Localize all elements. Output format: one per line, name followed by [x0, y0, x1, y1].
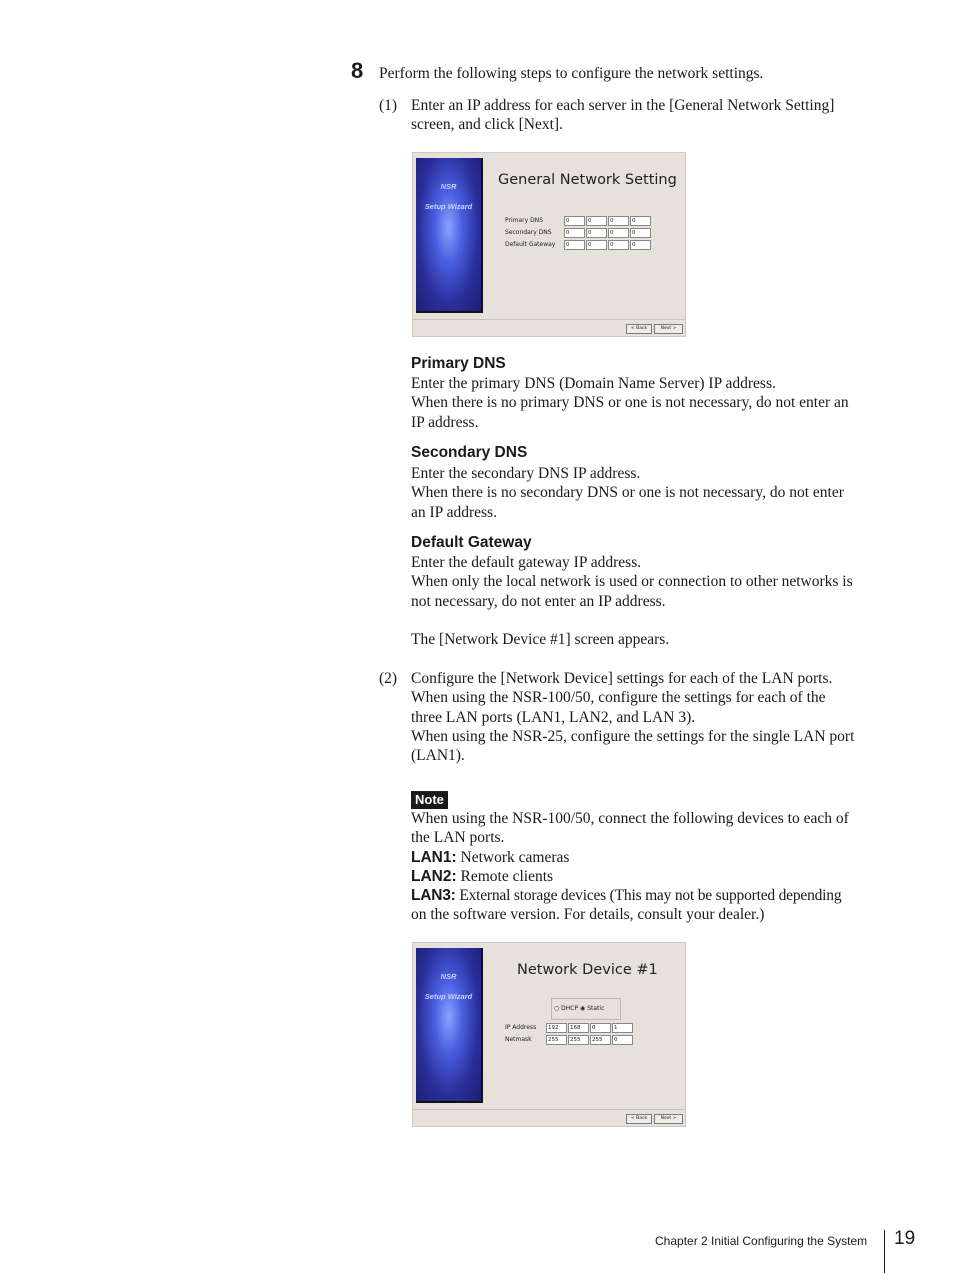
- secondary-dns-octet-4[interactable]: 0: [630, 228, 651, 238]
- primary-dns-label: Primary DNS: [505, 217, 544, 224]
- screen-title: Network Device #1: [517, 962, 658, 978]
- ip-address-label: IP Address: [505, 1024, 537, 1031]
- secondary-dns-octet-3[interactable]: 0: [608, 228, 629, 238]
- button-separator: [413, 319, 685, 320]
- screen-title: General Network Setting: [498, 172, 677, 188]
- step-number: 8: [351, 58, 364, 83]
- ip-address-octet-1[interactable]: 192: [546, 1023, 567, 1033]
- note-item-lan2: [411, 867, 891, 886]
- page-number: 19: [894, 1228, 916, 1249]
- note-badge: Note: [411, 791, 448, 809]
- secondary-dns-heading: Secondary DNS: [411, 444, 528, 461]
- default-gateway-description: [411, 553, 891, 611]
- screen-appears-text: The [Network Device #1] screen appears.: [411, 631, 670, 648]
- description-line: an IP address.: [411, 503, 497, 521]
- default-gateway-octet-1[interactable]: 0: [564, 240, 585, 250]
- netmask-octet-1[interactable]: 255: [546, 1035, 567, 1045]
- description-line: Enter the default gateway IP address.: [411, 554, 642, 571]
- description-line: IP address.: [411, 413, 479, 431]
- substep2-marker: (2): [379, 670, 398, 687]
- substep2-line: Configure the [Network Device] settings for each of the LAN ports.: [411, 670, 833, 687]
- primary-dns-description: [411, 374, 891, 432]
- primary-dns-octet-1[interactable]: 0: [564, 216, 585, 226]
- netmask-octet-3[interactable]: 255: [590, 1035, 611, 1045]
- lan1-text: Network cameras: [456, 848, 570, 866]
- general-network-setting-screenshot: [412, 152, 686, 337]
- substep1-marker: (1): [379, 97, 398, 114]
- note-line: When using the NSR-100/50, connect the following devices to each of: [411, 810, 849, 827]
- wizard-sidebar: [416, 948, 483, 1103]
- footer-chapter: Chapter 2 Initial Configuring the System: [655, 1234, 868, 1248]
- network-device-screenshot: [412, 942, 686, 1127]
- setup-wizard-logo: Setup Wizard: [424, 202, 473, 211]
- primary-dns-heading: Primary DNS: [411, 355, 506, 372]
- description-line: When only the local network is used or connection to other networks is: [411, 573, 853, 591]
- setup-wizard-logo: Setup Wizard: [424, 992, 473, 1001]
- description-line: not necessary, do not enter an IP address.: [411, 592, 666, 610]
- description-line: When there is no secondary DNS or one is not necessary, do not enter: [411, 484, 844, 502]
- note-item-lan3: [411, 886, 891, 905]
- static-radio-icon[interactable]: ◉: [580, 1005, 586, 1012]
- note-text: [411, 809, 891, 925]
- wizard-sidebar: [416, 158, 483, 313]
- ip-address-octet-4[interactable]: 1: [612, 1023, 633, 1033]
- nsr-logo: NSR: [440, 972, 457, 981]
- netmask-octet-4[interactable]: 0: [612, 1035, 633, 1045]
- footer-divider: [884, 1230, 885, 1273]
- substep1-line: screen, and click [Next].: [411, 116, 563, 134]
- button-separator: [413, 1109, 685, 1110]
- note-line: the LAN ports.: [411, 829, 505, 847]
- default-gateway-octet-3[interactable]: 0: [608, 240, 629, 250]
- description-line: When there is no primary DNS or one is not necessary, do not enter an: [411, 394, 849, 412]
- substep2-text: [411, 669, 891, 765]
- lan2-text: Remote clients: [456, 867, 554, 885]
- netmask-octet-2[interactable]: 255: [568, 1035, 589, 1045]
- substep2-line: three LAN ports (LAN1, LAN2, and LAN 3).: [411, 708, 696, 726]
- lan3-text: External storage devices (This may not be supported depending: [455, 887, 842, 905]
- note-line: on the software version. For details, consult your dealer.): [411, 906, 765, 924]
- back-button[interactable]: < Back: [626, 324, 652, 334]
- step-text: Perform the following steps to configure the network settings.: [379, 65, 764, 82]
- description-line: Enter the primary DNS (Domain Name Server) IP address.: [411, 375, 776, 392]
- ip-mode-options: [554, 1004, 620, 1014]
- description-line: Enter the secondary DNS IP address.: [411, 465, 641, 482]
- primary-dns-octet-2[interactable]: 0: [586, 216, 607, 226]
- ip-address-octet-2[interactable]: 168: [568, 1023, 589, 1033]
- primary-dns-octet-4[interactable]: 0: [630, 216, 651, 226]
- secondary-dns-description: [411, 464, 891, 522]
- substep2-line: (LAN1).: [411, 747, 465, 765]
- default-gateway-label: Default Gateway: [505, 241, 556, 248]
- back-button[interactable]: < Back: [626, 1114, 652, 1124]
- secondary-dns-octet-2[interactable]: 0: [586, 228, 607, 238]
- default-gateway-octet-4[interactable]: 0: [630, 240, 651, 250]
- note-block: [411, 791, 448, 809]
- lan2-label: LAN2:: [411, 867, 457, 885]
- substep1-text: [411, 96, 891, 135]
- substep2-line: When using the NSR-25, configure the settings for the single LAN port: [411, 727, 855, 745]
- primary-dns-octet-3[interactable]: 0: [608, 216, 629, 226]
- default-gateway-heading: Default Gateway: [411, 534, 532, 551]
- next-button[interactable]: Next >: [654, 1114, 683, 1124]
- substep2-line: When using the NSR-100/50, configure the settings for each of the: [411, 689, 826, 707]
- dhcp-radio-label[interactable]: DHCP: [561, 1005, 579, 1012]
- lan1-label: LAN1:: [411, 848, 457, 866]
- dhcp-radio-icon[interactable]: ○: [554, 1005, 560, 1012]
- ip-address-octet-3[interactable]: 0: [590, 1023, 611, 1033]
- substep1-line: Enter an IP address for each server in the [General Network Setting]: [411, 97, 835, 114]
- static-radio-label[interactable]: Static: [587, 1005, 605, 1012]
- lan3-label: LAN3:: [411, 887, 456, 905]
- ip-mode-radio-group: [551, 998, 621, 1020]
- nsr-logo: NSR: [440, 182, 457, 191]
- note-item-lan1: [411, 848, 891, 867]
- secondary-dns-label: Secondary DNS: [505, 229, 552, 236]
- default-gateway-octet-2[interactable]: 0: [586, 240, 607, 250]
- secondary-dns-octet-1[interactable]: 0: [564, 228, 585, 238]
- next-button[interactable]: Next >: [654, 324, 683, 334]
- netmask-label: Netmask: [505, 1036, 532, 1043]
